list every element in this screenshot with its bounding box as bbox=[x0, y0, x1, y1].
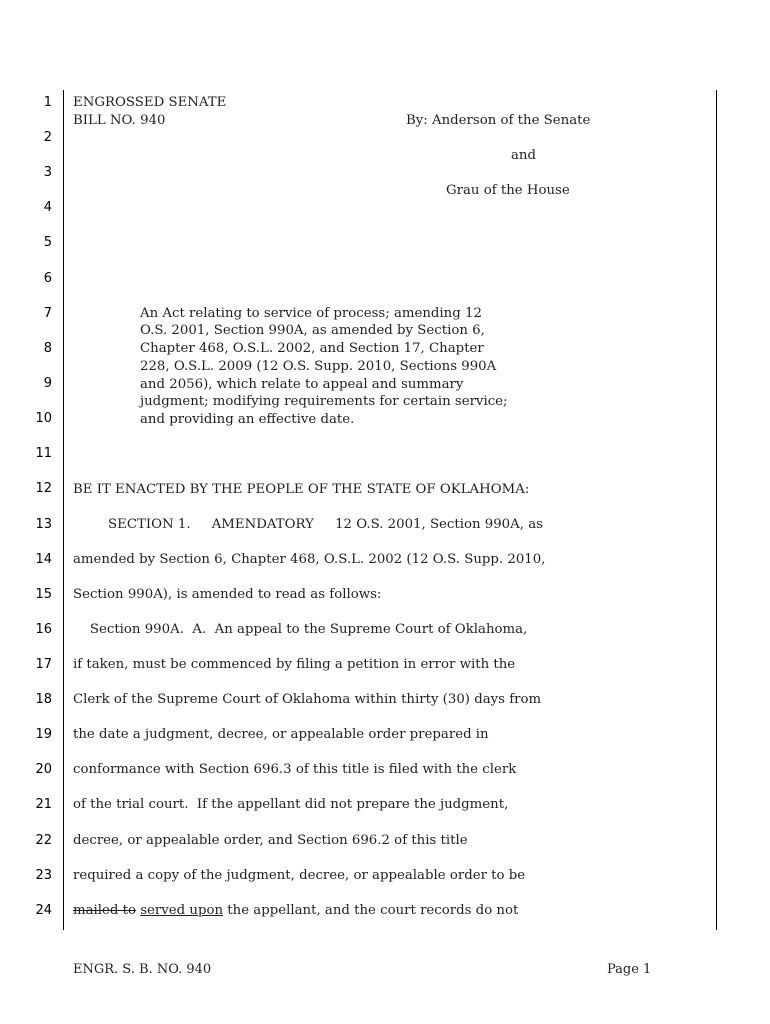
line-number: 2 bbox=[43, 130, 52, 145]
inserted-text: served upon bbox=[140, 903, 224, 918]
body-line: Section 990A. A. An appeal to the Supreme Court of Oklahoma, bbox=[73, 622, 528, 637]
section-heading: SECTION 1. AMENDATORY 12 O.S. 2001, Section 990A, as bbox=[108, 517, 543, 532]
line-number: 21 bbox=[35, 797, 52, 812]
body-line: amended by Section 6, Chapter 468, O.S.L. 2002 (12 O.S. Supp. 2010, bbox=[73, 552, 546, 567]
line-number: 19 bbox=[35, 727, 52, 742]
line-number: 18 bbox=[35, 692, 52, 707]
struck-text: mailed to bbox=[73, 903, 136, 918]
line-number: 11 bbox=[35, 446, 52, 461]
line-number: 15 bbox=[35, 587, 52, 602]
line-number: 3 bbox=[43, 165, 52, 180]
line-number: 7 bbox=[43, 306, 52, 321]
title-line: Chapter 468, O.S.L. 2002, and Section 17, Chapter bbox=[140, 341, 484, 356]
author-senate: By: Anderson of the Senate bbox=[406, 113, 591, 128]
line-number: 23 bbox=[35, 868, 52, 883]
left-margin-rule bbox=[63, 90, 64, 930]
body-line: conformance with Section 696.3 of this title is filed with the clerk bbox=[73, 762, 517, 777]
line-number: 24 bbox=[35, 903, 52, 918]
body-line-amended bbox=[73, 903, 518, 918]
line-number: 5 bbox=[43, 235, 52, 250]
body-line: Section 990A), is amended to read as follows: bbox=[73, 587, 382, 602]
title-line: 228, O.S.L. 2009 (12 O.S. Supp. 2010, Sections 990A bbox=[140, 359, 497, 374]
author-house: Grau of the House bbox=[446, 183, 570, 198]
body-line: required a copy of the judgment, decree, or appealable order to be bbox=[73, 868, 526, 883]
body-line: the date a judgment, decree, or appealable order prepared in bbox=[73, 727, 489, 742]
line-number: 20 bbox=[35, 762, 52, 777]
line-number: 4 bbox=[43, 200, 52, 215]
body-line: if taken, must be commenced by filing a petition in error with the bbox=[73, 657, 516, 672]
title-line: O.S. 2001, Section 990A, as amended by Section 6, bbox=[140, 323, 485, 338]
line-number: 16 bbox=[35, 622, 52, 637]
footer-page-number: Page 1 bbox=[607, 962, 652, 977]
line-number: 17 bbox=[35, 657, 52, 672]
right-margin-rule bbox=[716, 90, 717, 930]
title-line: An Act relating to service of process; amending 12 bbox=[140, 306, 482, 321]
line-number: 9 bbox=[43, 376, 52, 391]
author-conjunction: and bbox=[511, 148, 537, 163]
line-number: 22 bbox=[35, 833, 52, 848]
body-line: decree, or appealable order, and Section 696.2 of this title bbox=[73, 833, 468, 848]
bill-number: BILL NO. 940 bbox=[73, 113, 166, 128]
footer-bill-number: ENGR. S. B. NO. 940 bbox=[73, 962, 212, 977]
bill-type: ENGROSSED SENATE bbox=[73, 95, 227, 110]
body-line: of the trial court. If the appellant did not prepare the judgment, bbox=[73, 797, 509, 812]
line-number: 6 bbox=[43, 271, 52, 286]
line-number: 10 bbox=[35, 411, 52, 426]
title-line: and providing an effective date. bbox=[140, 412, 355, 427]
body-line-rest: the appellant, and the court records do not bbox=[223, 903, 519, 918]
line-number: 13 bbox=[35, 517, 52, 532]
line-number: 14 bbox=[35, 552, 52, 567]
body-line: Clerk of the Supreme Court of Oklahoma within thirty (30) days from bbox=[73, 692, 542, 707]
title-line: judgment; modifying requirements for certain service; bbox=[140, 394, 508, 409]
enacting-clause: BE IT ENACTED BY THE PEOPLE OF THE STATE OF OKLAHOMA: bbox=[73, 482, 530, 497]
line-number: 12 bbox=[35, 481, 52, 496]
title-line: and 2056), which relate to appeal and summary bbox=[140, 377, 464, 392]
line-number: 1 bbox=[43, 95, 52, 110]
line-number: 8 bbox=[43, 341, 52, 356]
